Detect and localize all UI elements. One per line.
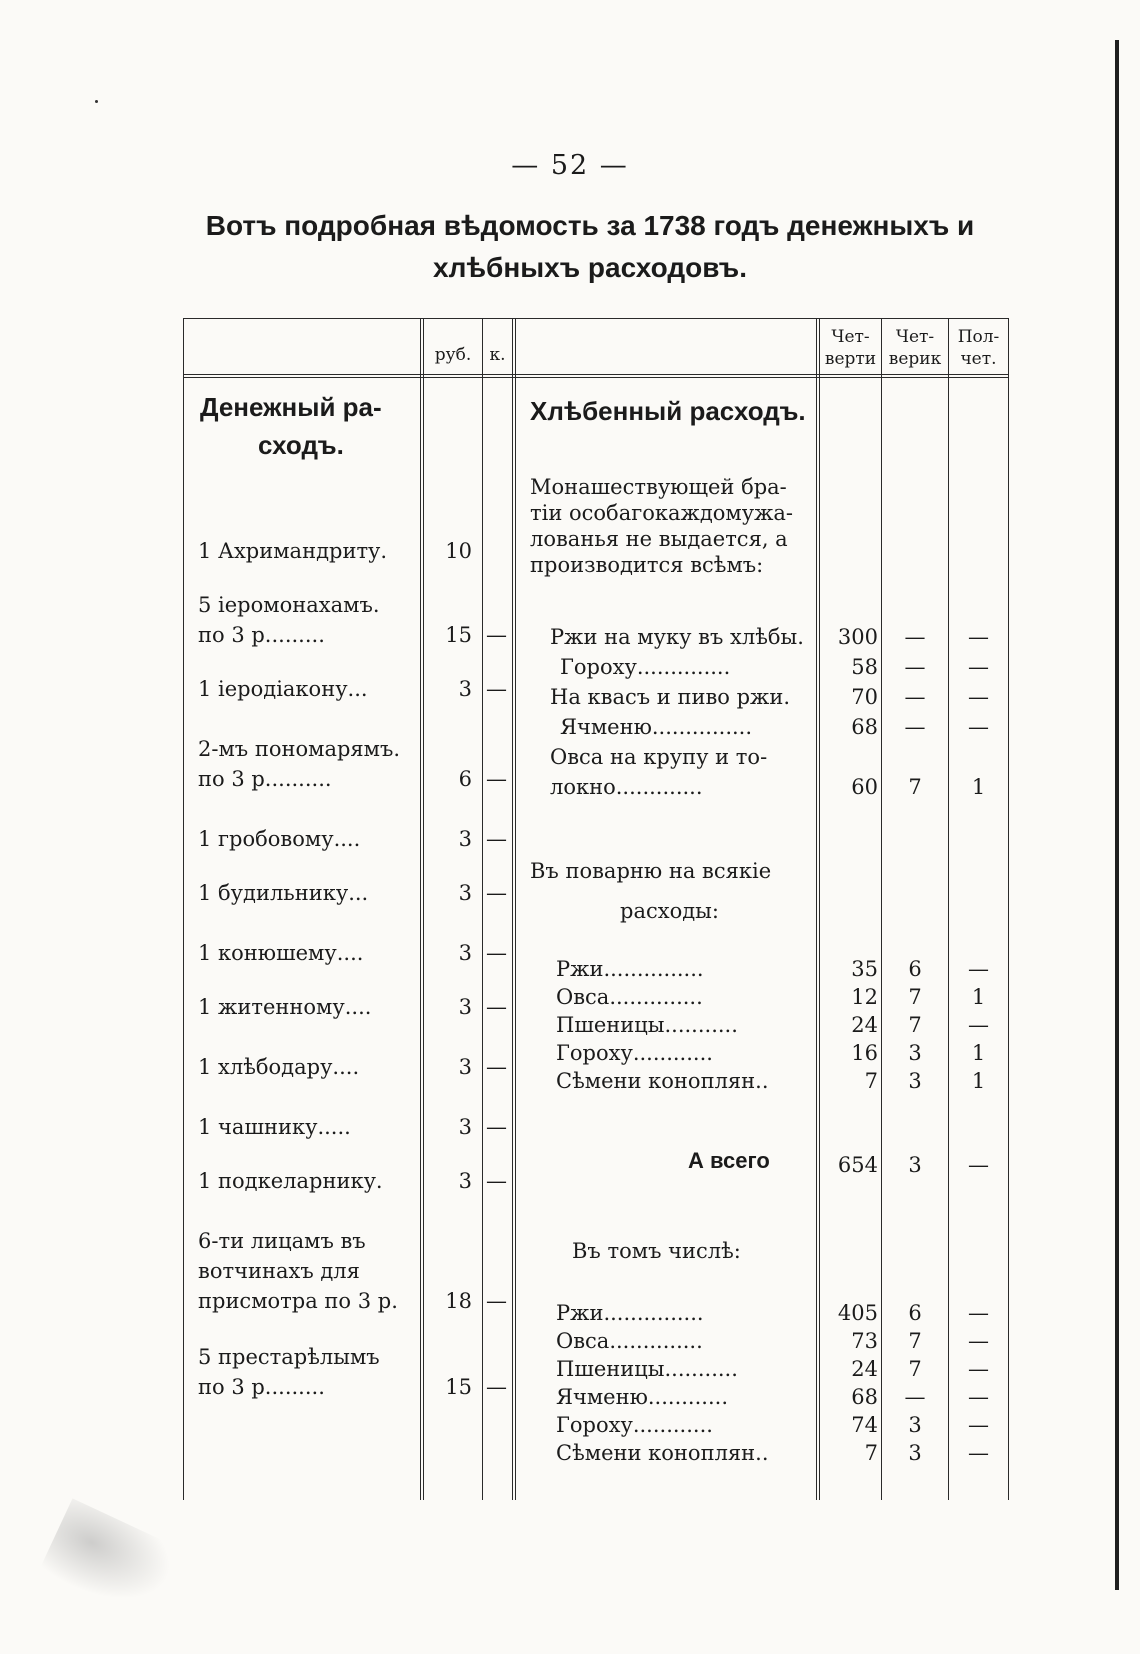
scan-smudge xyxy=(39,1498,182,1621)
money-row-rub: 3 xyxy=(458,995,472,1019)
grain-row-chetverik: 3 xyxy=(908,1069,922,1093)
money-row-label: 1 подкеларнику. xyxy=(198,1169,383,1193)
grain-row-label: Ржи............... xyxy=(556,957,704,981)
grain-row-polchet: — xyxy=(968,1357,989,1381)
money-row-label: 6-ти лицамъ въ xyxy=(198,1229,366,1253)
table-top-rule xyxy=(183,318,1008,319)
grain-row-chetverti: 73 xyxy=(851,1329,878,1353)
grain-row-chetverik: 3 xyxy=(908,1413,922,1437)
grain-row-chetverik: — xyxy=(904,625,926,649)
money-row-label: 1 гробовому.... xyxy=(198,827,361,851)
money-row-label: 5 іеромонахамъ. xyxy=(198,593,380,617)
money-row-rub: 6 xyxy=(458,767,472,791)
money-row-kop: — xyxy=(486,881,507,905)
grain-row-label: Ячменю............... xyxy=(560,715,753,739)
grain-row-chetverti: 24 xyxy=(851,1357,878,1381)
money-row-label: присмотра по 3 р. xyxy=(198,1289,398,1313)
grain-row-label: Сѣмени конoплян.. xyxy=(556,1441,769,1465)
col-line-rub-left-2 xyxy=(423,318,424,1500)
grain-row-chetverik: 7 xyxy=(908,985,922,1009)
grain-row-label: Сѣмени конoплян.. xyxy=(556,1069,769,1093)
money-row-rub: 3 xyxy=(458,941,472,965)
money-row-label: 1 житенному.... xyxy=(198,995,372,1019)
money-row-label: по 3 р.......... xyxy=(198,767,332,791)
money-row-label: по 3 р......... xyxy=(198,623,325,647)
grain-row-polchet: — xyxy=(968,625,989,649)
grain-row-polchet: — xyxy=(968,685,989,709)
grain-row-label: Гороху.............. xyxy=(560,655,731,679)
money-row-rub: 10 xyxy=(445,539,472,563)
money-row-label: 1 хлѣбодару.... xyxy=(198,1055,360,1079)
money-row-label: 1 будильнику... xyxy=(198,881,369,905)
grain-row-chetverik: — xyxy=(904,655,926,679)
grain-row-polchet: — xyxy=(968,1013,989,1037)
grain-row-chetverik: — xyxy=(904,685,926,709)
money-row-kop: — xyxy=(486,767,507,791)
money-row-label: вотчинахъ для xyxy=(198,1259,360,1283)
intro-line-4: производится всѣмъ: xyxy=(530,553,764,577)
total-chetverik: 3 xyxy=(908,1153,922,1177)
grain-row-polchet: — xyxy=(968,655,989,679)
grain-row-label: Пшеницы........... xyxy=(556,1357,738,1381)
money-row-label: по 3 р......... xyxy=(198,1375,325,1399)
grain-row-chetverti: 300 xyxy=(837,625,878,649)
grain-row-chetverik: 7 xyxy=(908,1357,922,1381)
grain-row-polchet: — xyxy=(968,1329,989,1353)
col-line-kop-right xyxy=(512,318,513,1500)
col-line-kop-right-2 xyxy=(515,318,516,1500)
grain-row-polchet: — xyxy=(968,1413,989,1437)
grain-row-label: Ржи............... xyxy=(556,1301,704,1325)
grain-row-polchet: 1 xyxy=(971,985,986,1009)
grain-row-chetverik: 7 xyxy=(908,775,922,799)
money-row-rub: 3 xyxy=(458,881,472,905)
grain-intro xyxy=(530,474,793,578)
grain-row-label: Овса на крупу и то- xyxy=(550,745,768,769)
grain-row-chetverti: 7 xyxy=(864,1441,878,1465)
grain-row-chetverti: 405 xyxy=(837,1301,878,1325)
col-line-chet-left xyxy=(816,318,817,1500)
including-label: Въ томъ числѣ: xyxy=(572,1239,741,1263)
total-label: А всего xyxy=(688,1148,770,1173)
money-row-label: 2-мъ пономарямъ. xyxy=(198,737,401,761)
grain-row-label: Пшеницы........... xyxy=(556,1013,738,1037)
title-line-1: Вотъ подробная вѣдомость за 1738 годъ денежныхъ и xyxy=(205,210,975,241)
money-row-label: 1 чашнику..... xyxy=(198,1115,351,1139)
grain-row-chetverik: 3 xyxy=(908,1441,922,1465)
grain-row-chetverti: 16 xyxy=(851,1041,878,1065)
grain-row-polchet: — xyxy=(968,957,989,981)
header-chetverik: Чет- верик xyxy=(888,327,942,369)
money-row-kop: — xyxy=(486,1115,507,1139)
money-row-label: 5 престарѣлымъ xyxy=(198,1345,380,1369)
grain-row-chetverti: 74 xyxy=(851,1413,878,1437)
header-rule xyxy=(183,374,1008,375)
grain-row-label: Овса.............. xyxy=(556,985,703,1009)
grain-row-polchet: 1 xyxy=(971,1069,986,1093)
money-row-kop: — xyxy=(486,1375,507,1399)
col-line-left xyxy=(183,318,184,1500)
grain-row-chetverti: 58 xyxy=(851,655,878,679)
grain-row-chetverik: 3 xyxy=(908,1041,922,1065)
money-row-rub: 3 xyxy=(458,677,472,701)
money-row-label: 1 конюшему.... xyxy=(198,941,364,965)
total-chetverti: 654 xyxy=(837,1153,878,1177)
speck xyxy=(95,100,98,103)
header-kop: к. xyxy=(489,345,506,365)
grain-row-chetverti: 68 xyxy=(851,1385,878,1409)
grain-row-chetverti: 24 xyxy=(851,1013,878,1037)
col-line-rub-left xyxy=(420,318,421,1500)
grain-row-polchet: 1 xyxy=(971,775,986,799)
grain-row-label: локно............. xyxy=(550,775,703,799)
money-row-label: 1 Ахримандриту. xyxy=(198,539,388,563)
grain-row-chetverik: 7 xyxy=(908,1013,922,1037)
money-row-rub: 3 xyxy=(458,1169,472,1193)
grain-row-label: Ячменю............ xyxy=(556,1385,728,1409)
intro-line-1: Монашествующей бра- xyxy=(530,475,787,499)
grain-row-chetverti: 70 xyxy=(851,685,878,709)
col-line-right xyxy=(1008,318,1009,1500)
total-polchet: — xyxy=(968,1153,989,1177)
grain-row-label: Гороху............ xyxy=(556,1413,713,1437)
grain-row-chetverti: 35 xyxy=(851,957,878,981)
grain-row-chetverik: 6 xyxy=(908,1301,922,1325)
intro-line-2: тіи особагокаждомужа- xyxy=(530,501,794,525)
money-row-kop: — xyxy=(486,623,507,647)
grain-row-chetverik: 7 xyxy=(908,1329,922,1353)
grain-row-label: Ржи на муку въ хлѣбы. xyxy=(550,625,804,649)
money-row-rub: 3 xyxy=(458,827,472,851)
grain-row-polchet: 1 xyxy=(971,1041,986,1065)
header-rule-2 xyxy=(183,377,1008,378)
money-row-kop: — xyxy=(486,1169,507,1193)
kitchen-line-1: Въ поварню на всякіе xyxy=(530,859,772,883)
grain-row-polchet: — xyxy=(968,1441,989,1465)
grain-row-polchet: — xyxy=(968,1301,989,1325)
grain-row-polchet: — xyxy=(968,715,989,739)
money-row-kop: — xyxy=(486,677,507,701)
money-row-kop: — xyxy=(486,941,507,965)
money-row-rub: 15 xyxy=(445,1375,472,1399)
money-row-label: 1 іеродіакону... xyxy=(198,677,368,701)
page-number: — 52 — xyxy=(511,150,629,181)
grain-row-chetverti: 68 xyxy=(851,715,878,739)
header-rub: руб. xyxy=(434,345,472,365)
col-line-kop-left xyxy=(482,318,483,1500)
kitchen-line-2: расходы: xyxy=(620,899,719,923)
grain-row-label: Овса.............. xyxy=(556,1329,703,1353)
money-row-kop: — xyxy=(486,995,507,1019)
page-edge-mark xyxy=(1115,40,1119,1590)
grain-row-label: На квасъ и пиво ржи. xyxy=(550,685,791,709)
grain-row-chetverik: — xyxy=(904,1385,926,1409)
grain-row-chetverti: 7 xyxy=(864,1069,878,1093)
grain-row-chetverti: 60 xyxy=(851,775,878,799)
page-title xyxy=(170,205,1010,289)
money-row-rub: 3 xyxy=(458,1055,472,1079)
title-line-2: хлѣбныхъ расходовъ. xyxy=(433,252,747,283)
grain-row-label: Гороху............ xyxy=(556,1041,713,1065)
grain-row-chetverik: — xyxy=(904,715,926,739)
grain-heading: Хлѣбенный расходъ. xyxy=(530,396,806,426)
money-row-kop: — xyxy=(486,1055,507,1079)
money-row-kop: — xyxy=(486,827,507,851)
header-chetverti: Чет- верти xyxy=(824,327,877,369)
grain-row-chetverik: 6 xyxy=(908,957,922,981)
grain-row-chetverti: 12 xyxy=(851,985,878,1009)
grain-row-polchet: — xyxy=(968,1385,989,1409)
money-row-kop: — xyxy=(486,1289,507,1313)
money-row-rub: 3 xyxy=(458,1115,472,1139)
money-row-rub: 18 xyxy=(445,1289,472,1313)
intro-line-3: лованья не выдается, а xyxy=(530,527,788,551)
header-polchet: Пол- чет. xyxy=(957,327,1000,369)
money-heading: Денежный ра- сходъ. xyxy=(200,392,382,460)
money-row-rub: 15 xyxy=(445,623,472,647)
